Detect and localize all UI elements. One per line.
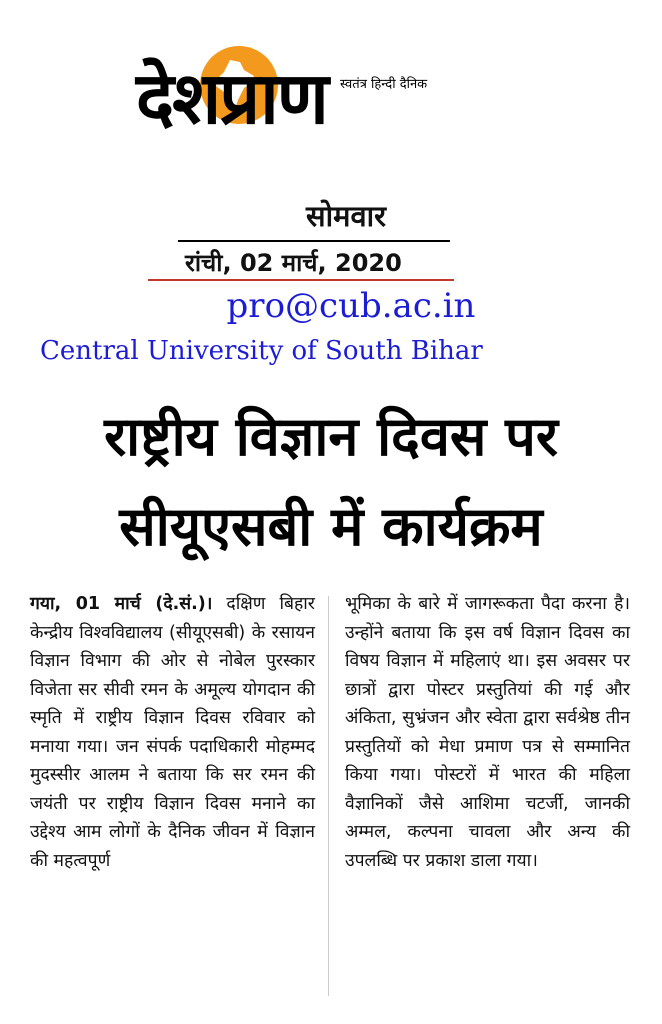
- edition-weekday: सोमवार: [306, 199, 386, 233]
- article-column-2: [345, 590, 630, 875]
- divider-rule-red: [148, 279, 454, 281]
- column-divider: [328, 596, 329, 996]
- article-column-1: [30, 590, 315, 875]
- divider-rule: [178, 240, 450, 242]
- university-name: Central University of South Bihar: [40, 336, 483, 366]
- newspaper-logo: देशप्राण: [136, 56, 327, 140]
- masthead-tagline: स्वतंत्र हिन्दी दैनिक: [340, 77, 428, 92]
- contact-email: pro@cub.ac.in: [226, 286, 476, 326]
- article-column-2-text: भूमिका के बारे में जागरूकता पैदा करना है। उन्होंने बताया कि इस वर्ष विज्ञान दिवस का विषय विज्ञान में महिलाएं था। इस अवसर पर छात्रों द्वारा पोस्टर प्रस्तुतियां की गई और अंकिता, सुभ्रंजन और स्वेता द्वारा सर्वश्रेष्ठ तीन प्रस्तुतियों को मेधा प्रमाण पत्र से सम्मानित किया गया। पोस्टरों में भारत की महिला वैज्ञानिकों जैसे आशिमा चटर्जी, जानकी अम्मल, कल्पना चावला और अन्य की उपलब्धि पर प्रकाश डाला गया।: [345, 594, 630, 871]
- article-column-1-text: दक्षिण बिहार केन्द्रीय विश्वविद्यालय (सीयूएसबी) के रसायन विज्ञान विभाग की ओर से नोबेल पुरस्कार विजेता सर सीवी रमन के अमूल्य योगदान की स्मृति में राष्ट्रीय विज्ञान दिवस रविवार को मनाया गया। जन संपर्क पदाधिकारी मोहम्मद मुदस्सीर आलम ने बताया कि सर रमन की जयंती पर राष्ट्रीय विज्ञान दिवस मनाने का उद्देश्य आम लोगों के दैनिक जीवन में विज्ञान की महत्वपूर्ण: [30, 594, 315, 871]
- edition-dateline: रांची, 02 मार्च, 2020: [185, 249, 402, 277]
- headline-line-2: सीयूएसबी में कार्यक्रम: [119, 495, 543, 558]
- article-dateline: गया, 01 मार्च (दे.सं.)।: [30, 594, 213, 614]
- headline-line-1: राष्ट्रीय विज्ञान दिवस पर: [104, 405, 558, 468]
